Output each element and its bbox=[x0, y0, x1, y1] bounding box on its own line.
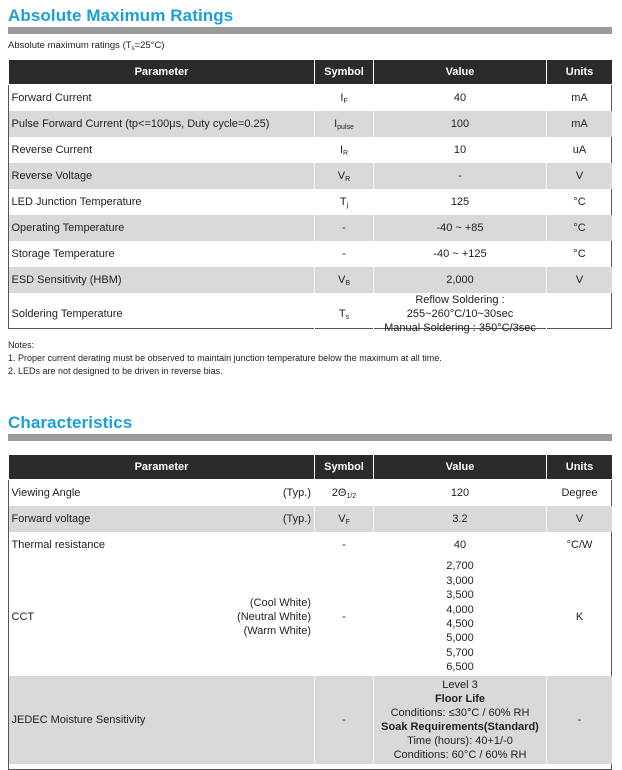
param-cell: ESD Sensitivity (HBM) bbox=[9, 267, 315, 293]
unit-cell: - bbox=[547, 676, 613, 764]
table-row bbox=[9, 532, 613, 558]
header-units: Units bbox=[547, 455, 613, 480]
symbol-cell: $I_{pulse}$ bbox=[315, 111, 374, 137]
param-cell bbox=[9, 558, 315, 676]
note-item: 2. LEDs are not designed to be driven in reverse bias. bbox=[8, 366, 223, 376]
symbol-cell: $I_R$ bbox=[315, 137, 374, 163]
unit-cell: K bbox=[547, 558, 613, 676]
table-row bbox=[9, 676, 613, 764]
symbol-cell: - bbox=[315, 676, 374, 764]
absolute-max-table bbox=[8, 59, 613, 335]
param-cell: Forward voltage (Typ.) bbox=[9, 506, 315, 532]
unit-cell: °C bbox=[547, 215, 613, 241]
header-units: Units bbox=[547, 60, 613, 85]
section-divider bbox=[8, 434, 612, 441]
cct-value: 4,500 bbox=[446, 618, 474, 630]
soak-conditions: Conditions: 60°C / 60% RH bbox=[393, 749, 527, 761]
unit-cell: °C bbox=[547, 189, 613, 215]
symbol-cell: $I_F$ bbox=[315, 85, 374, 112]
value-cell: 125 bbox=[374, 189, 547, 215]
symbol-cell: $V_B$ bbox=[315, 267, 374, 293]
table-row bbox=[9, 558, 613, 676]
header-symbol: Symbol bbox=[315, 455, 374, 480]
notes-heading: Notes: bbox=[8, 340, 35, 350]
symbol-cell: $V_F$ bbox=[315, 506, 374, 532]
cct-value: 3,000 bbox=[446, 574, 474, 587]
symbol-cell: - bbox=[315, 241, 374, 267]
notes-block bbox=[8, 339, 442, 378]
cct-value: 5,000 bbox=[446, 632, 474, 645]
unit-cell: mA bbox=[547, 85, 613, 112]
table-row bbox=[9, 189, 613, 215]
param-cell: Soldering Temperature bbox=[9, 293, 315, 335]
table-row bbox=[9, 506, 613, 532]
value-cell: 10 bbox=[374, 137, 547, 163]
value-cell: 40 bbox=[374, 85, 547, 112]
table-row bbox=[9, 267, 613, 293]
value-cell: - bbox=[374, 163, 547, 189]
value-cell bbox=[374, 676, 547, 764]
param-cell: Viewing Angle (Typ.) bbox=[9, 480, 315, 507]
manual-soldering-text: Manual Soldering : 350°C/3sec bbox=[384, 322, 536, 334]
unit-cell: mA bbox=[547, 111, 613, 137]
table-row bbox=[9, 85, 613, 112]
symbol-cell: - bbox=[315, 215, 374, 241]
value-cell: 120 bbox=[374, 480, 547, 507]
section-divider bbox=[8, 27, 612, 34]
value-cell: -40 ~ +85 bbox=[374, 215, 547, 241]
value-cell bbox=[374, 293, 547, 335]
unit-cell: uA bbox=[547, 137, 613, 163]
table-row bbox=[9, 137, 613, 163]
cct-warm-label: (Warm White) bbox=[243, 625, 311, 637]
cct-neutral-label: (Neutral White) bbox=[237, 611, 311, 623]
section-title-characteristics: Characteristics bbox=[8, 413, 133, 432]
symbol-cell: $T_s$ bbox=[315, 293, 374, 335]
table-row bbox=[9, 215, 613, 241]
param-cell: LED Junction Temperature bbox=[9, 189, 315, 215]
unit-cell: °C/W bbox=[547, 532, 613, 558]
value-cell: 100 bbox=[374, 111, 547, 137]
cct-value: 2,700 bbox=[446, 560, 474, 573]
unit-cell: V bbox=[547, 267, 613, 293]
table-row bbox=[9, 241, 613, 267]
cct-value: 5,700 bbox=[446, 646, 474, 659]
floor-life-title: Floor Life bbox=[434, 693, 486, 705]
value-cell: 3.2 bbox=[374, 506, 547, 532]
symbol-cell: - bbox=[315, 532, 374, 558]
table-row bbox=[9, 111, 613, 137]
header-symbol: Symbol bbox=[315, 60, 374, 85]
table-header-row bbox=[9, 455, 613, 480]
param-cell: Thermal resistance bbox=[9, 532, 315, 558]
header-value: Value bbox=[374, 455, 547, 480]
table-row bbox=[9, 293, 613, 335]
floor-life-conditions: Conditions: ≤30°C / 60% RH bbox=[390, 707, 530, 719]
symbol-cell: $V_R$ bbox=[315, 163, 374, 189]
cct-value: 6,500 bbox=[446, 661, 474, 674]
table-row bbox=[9, 163, 613, 189]
value-cell bbox=[374, 558, 547, 676]
unit-cell: Degree bbox=[547, 480, 613, 507]
value-cell: -40 ~ +125 bbox=[374, 241, 547, 267]
symbol-cell: $T_j$ bbox=[315, 189, 374, 215]
value-cell: 2,000 bbox=[374, 267, 547, 293]
table-header-row bbox=[9, 60, 613, 85]
param-cell: Storage Temperature bbox=[9, 241, 315, 267]
param-cell: Operating Temperature bbox=[9, 215, 315, 241]
note-item: 1. Proper current derating must be observed to maintain junction temperature below the maximum at all time. bbox=[8, 353, 442, 363]
section-title-absolute-max: Absolute Maximum Ratings bbox=[8, 6, 234, 25]
header-value: Value bbox=[374, 60, 547, 85]
header-parameter: Parameter bbox=[9, 455, 315, 480]
soak-requirements-title: Soak Requirements(Standard) bbox=[381, 721, 539, 733]
param-cell: Pulse Forward Current (tp<=100μs, Duty cycle=0.25) bbox=[9, 111, 315, 137]
unit-cell: V bbox=[547, 506, 613, 532]
characteristics-table bbox=[8, 454, 613, 764]
jedec-level: Level 3 bbox=[442, 679, 478, 691]
unit-cell: °C bbox=[547, 241, 613, 267]
table-row bbox=[9, 480, 613, 507]
cct-value: 3,500 bbox=[446, 589, 474, 602]
soak-time: Time (hours): 40+1/-0 bbox=[407, 735, 513, 747]
reflow-soldering-text: Reflow Soldering : 255~260°C/10~30sec bbox=[406, 294, 514, 320]
symbol-cell: $2\Theta_{1/2}$ bbox=[315, 480, 374, 507]
unit-cell bbox=[547, 293, 613, 335]
param-cell: JEDEC Moisture Sensitivity bbox=[9, 676, 315, 764]
value-cell: 40 bbox=[374, 532, 547, 558]
symbol-cell: - bbox=[315, 558, 374, 676]
param-cell: Forward Current bbox=[9, 85, 315, 112]
param-cell: Reverse Current bbox=[9, 137, 315, 163]
param-cell: Reverse Voltage bbox=[9, 163, 315, 189]
cct-label: CCT bbox=[11, 611, 35, 623]
table-caption: Absolute maximum ratings $(T_s=25^\circ C)$ bbox=[8, 40, 165, 52]
header-parameter: Parameter bbox=[9, 60, 315, 85]
unit-cell: V bbox=[547, 163, 613, 189]
cct-value: 4,000 bbox=[446, 603, 474, 616]
cct-cool-label: (Cool White) bbox=[249, 597, 311, 609]
